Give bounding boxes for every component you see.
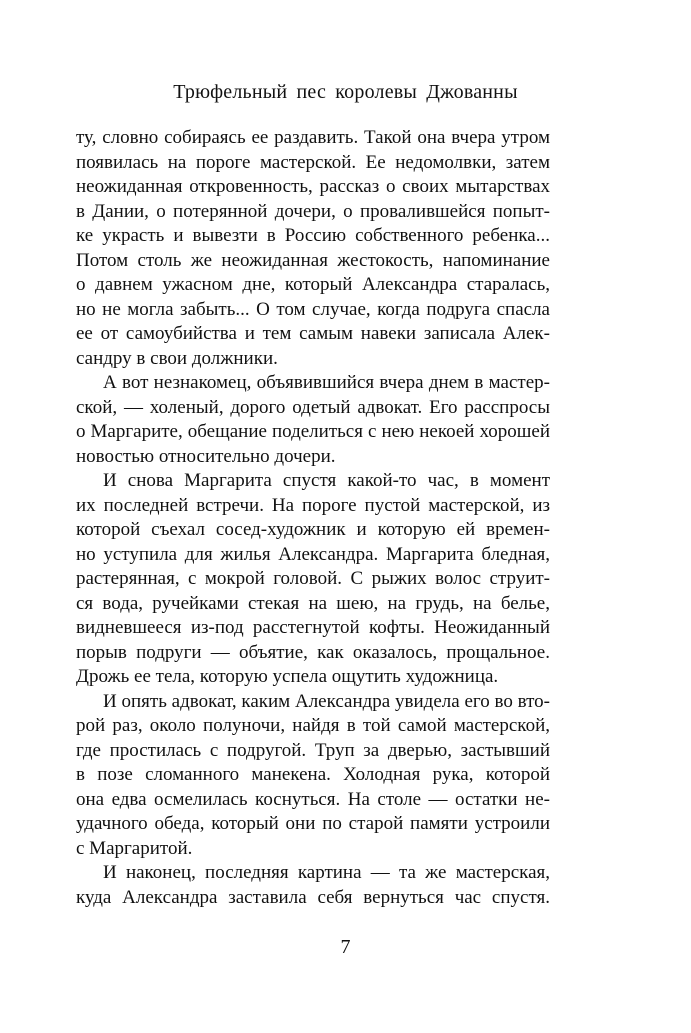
text-line: ся вода, ручейками стекая на шею, на грудь, на белье,	[76, 592, 550, 614]
text-line: неожиданная откровенность, рассказ о своих мытарствах	[76, 176, 550, 197]
text-line: новостью относительно дочери.	[76, 445, 336, 467]
page-number: 7	[340, 936, 351, 958]
text-line: ской, — холеный, дорого одетый адвокат. Его расспросы	[76, 396, 550, 418]
text-line: И опять адвокат, каким Александра увидела его во вто-	[103, 690, 550, 712]
text-line: Потом столь же неожиданная жестокость, напоминание	[76, 249, 550, 271]
text-line: она едва осмелилась коснуться. На столе — остатки не-	[76, 788, 550, 810]
text-line: И снова Маргарита спустя какой-то час, в момент	[103, 470, 550, 491]
text-line: с Маргаритой.	[76, 837, 193, 859]
text-line: растерянная, с мокрой головой. С рыжих волос струит-	[76, 568, 550, 589]
text-line: видневшееся из-под расстегнутой кофты. Неожиданный	[76, 617, 550, 638]
text-line: но уступила для жилья Александра. Маргарита бледная,	[76, 543, 550, 565]
body-text	[76, 126, 550, 910]
text-line: ке украсть и вывезти в Россию собственного ребенка...	[76, 225, 550, 246]
text-line: появилась на пороге мастерской. Ее недомолвки, затем	[76, 151, 550, 173]
text-line: где простилась с подругой. Труп за дверью, застывший	[76, 739, 550, 761]
text-line: в позе сломанного манекена. Холодная рука, которой	[76, 764, 550, 785]
paragraph	[76, 371, 550, 469]
text-line: о Маргарите, обещание поделиться с нею некоей хорошей	[76, 421, 550, 442]
paragraph	[76, 126, 550, 371]
text-line: о давнем ужасном дне, который Александра старалась,	[76, 274, 550, 295]
text-line: ее от самоубийства и тем самым навеки записала Алек-	[76, 323, 550, 344]
text-line: сандру в свои должники.	[76, 347, 278, 369]
paragraph	[76, 690, 550, 862]
text-line: их последней встречи. На пороге пустой мастерской, из	[76, 494, 550, 516]
text-line: куда Александра заставила себя вернуться час спустя.	[76, 886, 550, 908]
text-line: А вот незнакомец, объявившийся вчера днем в мастер-	[103, 372, 550, 393]
text-line: в Дании, о потерянной дочери, о провалившейся попыт-	[76, 200, 550, 222]
running-head: Трюфельный пес королевы Джованны	[173, 81, 518, 103]
text-line: удачного обеда, который они по старой памяти устроили	[76, 813, 550, 834]
paragraph	[76, 469, 550, 690]
text-line: ту, словно собираясь ее раздавить. Такой она вчера утром	[76, 127, 550, 148]
text-line: Дрожь ее тела, которую успела ощутить художница.	[76, 666, 499, 687]
text-line: рой раз, около полуночи, найдя в той самой мастерской,	[76, 715, 550, 736]
paragraph	[76, 861, 550, 910]
text-line: но не могла забыть... О том случае, когда подруга спасла	[76, 298, 550, 320]
text-line: И наконец, последняя картина — та же мастерская,	[103, 862, 550, 883]
text-line: которой съехал сосед-художник и которую ей времен-	[76, 519, 550, 540]
text-line: порыв подруги — объятие, как оказалось, прощальное.	[76, 641, 550, 663]
